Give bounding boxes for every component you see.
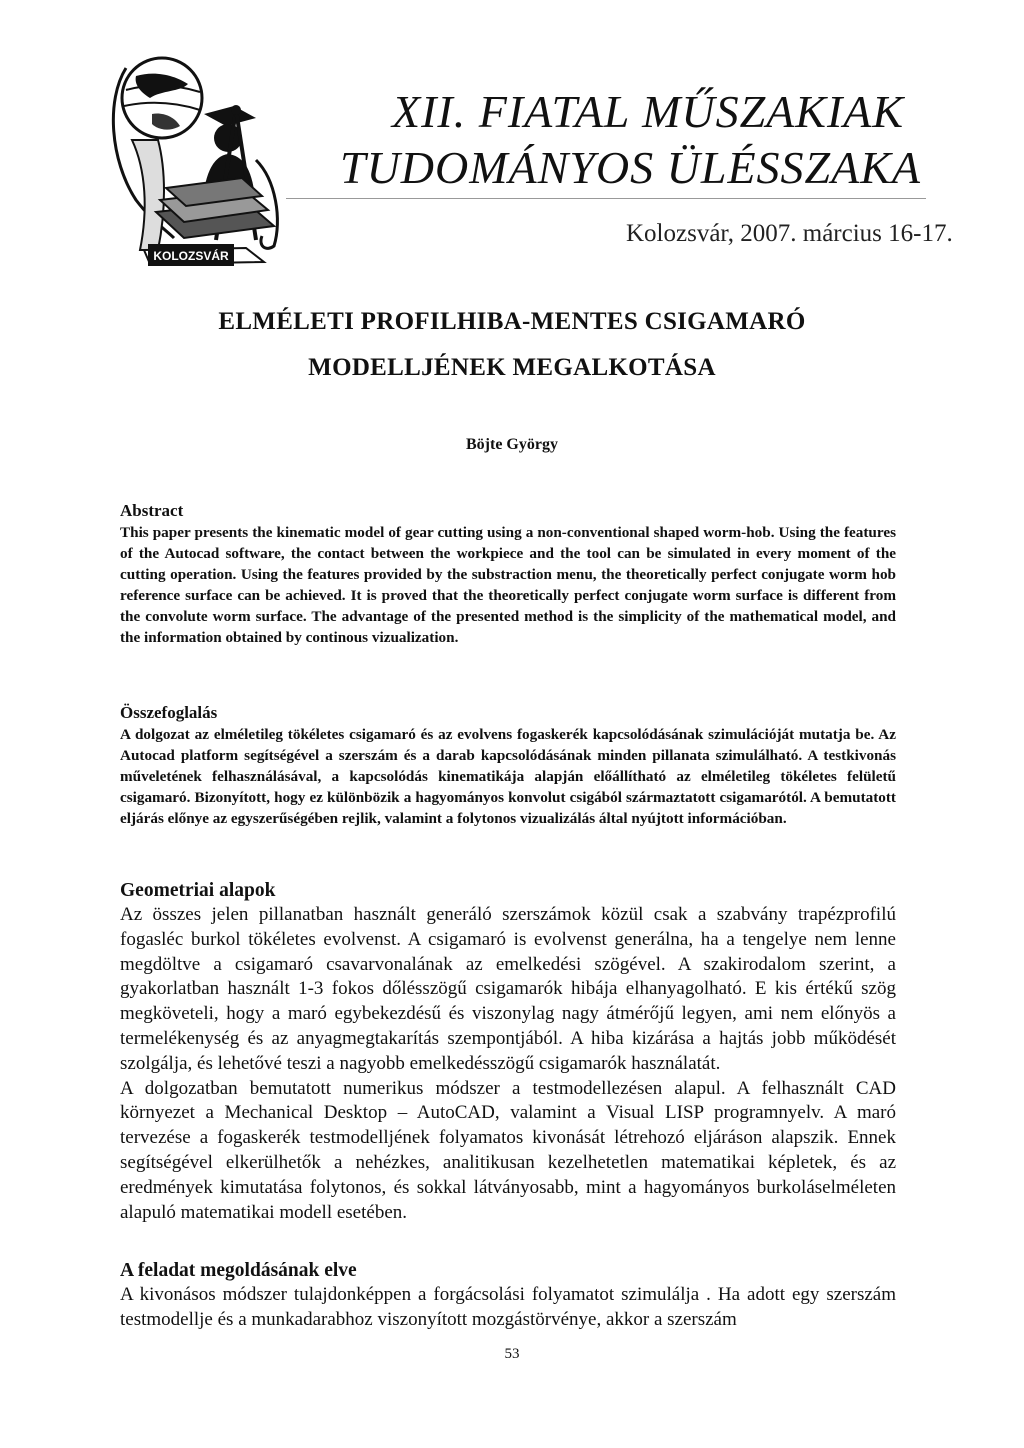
conference-emblem-icon (96, 40, 296, 268)
conference-title (300, 84, 940, 196)
conference-title-line1: XII. FIATAL MŰSZAKIAK (392, 86, 905, 137)
geometry-heading: Geometriai alapok (120, 880, 276, 901)
paper-title-line1: ELMÉLETI PROFILHIBA-MENTES CSIGAMARÓ (218, 308, 806, 335)
abstract-text: This paper presents the kinematic model of gear cutting using a non-conventional shaped worm-hob. Using the features of the Autocad software, the contact between the workpiece and the tool can be simulated in every moment of the cutting operation. Using the features provided by the substraction menu, the theoretically perfect conjugate worm hob reference surface can be achieved. It is proved that the theoretically perfect conjugate worm surface is different from the convolute worm surface. The advantage of the presented method is the simplicity of the mathematical model, and the information obtained by continous vizualization. (120, 524, 896, 646)
summary-heading: Összefoglalás (120, 703, 218, 722)
paper-title-line2: MODELLJÉNEK MEGALKOTÁSA (308, 354, 716, 381)
conference-date: Kolozsvár, 2007. március 16-17. (626, 220, 953, 247)
abstract-section (120, 500, 896, 648)
conference-title-line2: TUDOMÁNYOS ÜLÉSSZAKA (340, 142, 922, 193)
page-number: 53 (504, 1346, 520, 1362)
abstract-heading: Abstract (120, 501, 184, 520)
geometry-paragraph-2: A dolgozatban bemutatott numerikus módszer a testmodellezésen alapul. A felhasznált CAD környezet a Mechanical Desktop – AutoCAD, valamint a Visual LISP programnyelv. A maró tervezése a fogaskerék testmodelljének folyamatos kivonását létrehozó eljáráson alapszik. Ennek segítségével elkerülhetők a nehézkes, analitikusan kezelhetetlen matematikai képletek, és az eredmények kimutatása folytonos, és sokkal látványosabb, mint a hagyományos burkoláselméleten alapuló matematikai modell esetében. (120, 1077, 896, 1223)
logo-label: KOLOZSVÁR (153, 249, 229, 263)
summary-section (120, 702, 896, 829)
header-divider (286, 198, 926, 199)
principle-heading: A feladat megoldásának elve (120, 1260, 357, 1281)
conference-logo (96, 40, 296, 268)
geometry-paragraph-1: Az összes jelen pillanatban használt generáló szerszámok közül csak a szabvány trapézprofilú fogasléc burkol tökéletes evolvenst. A csigamaró is evolvenst generálna, ha a tengelye nem lenne megdöltve a csigamaró csavarvonalának az emelkedési szögével. A szakirodalom szerint, a gyakorlatban használt 1-3 fokos dőlésszögű csigamarók hibája elhanyagolható. E kis értékű szög megköveteli, hogy a maró egybekezdésű és viszonylag nagy átmérőjű legyen, ami nem előnyös a termelékenység és az anyagmegtakarítás szempontjából. A hiba kizárása a hajtás jobb működését szolgálja, és lehetővé teszi a nagyobb emelkedésszögű csigamarók használatát. (120, 904, 896, 1074)
geometry-section (120, 878, 896, 1225)
summary-text: A dolgozat az elméletileg tökéletes csigamaró és az evolvens fogaskerék kapcsolódásának szimulációját mutatja be. Az Autocad platform segítségével a szerszám és a darab kapcsolódásának minden pillanata szimulálható. A testkivonás műveletének felhasználásával, a kapcsolódás kinematikája alapján előállítható az elméletileg tökéletes felületű csigamaró. Bizonyított, hogy ez különbözik a hagyományos konvolut csigából származtatott csigamarótól. A bemutatott eljárás előnye az egyszerűségében rejlik, valamint a folytonos vizualizálás által nyújtott információban. (120, 726, 896, 827)
paper-author: Böjte György (466, 436, 558, 453)
principle-text: A kivonásos módszer tulajdonképpen a forgácsolási folyamatot szimulálja . Ha adott egy szerszám testmodellje és a munkadarabhoz viszonyított mozgástörvénye, akkor a szerszám (120, 1284, 896, 1330)
principle-section (120, 1258, 896, 1333)
